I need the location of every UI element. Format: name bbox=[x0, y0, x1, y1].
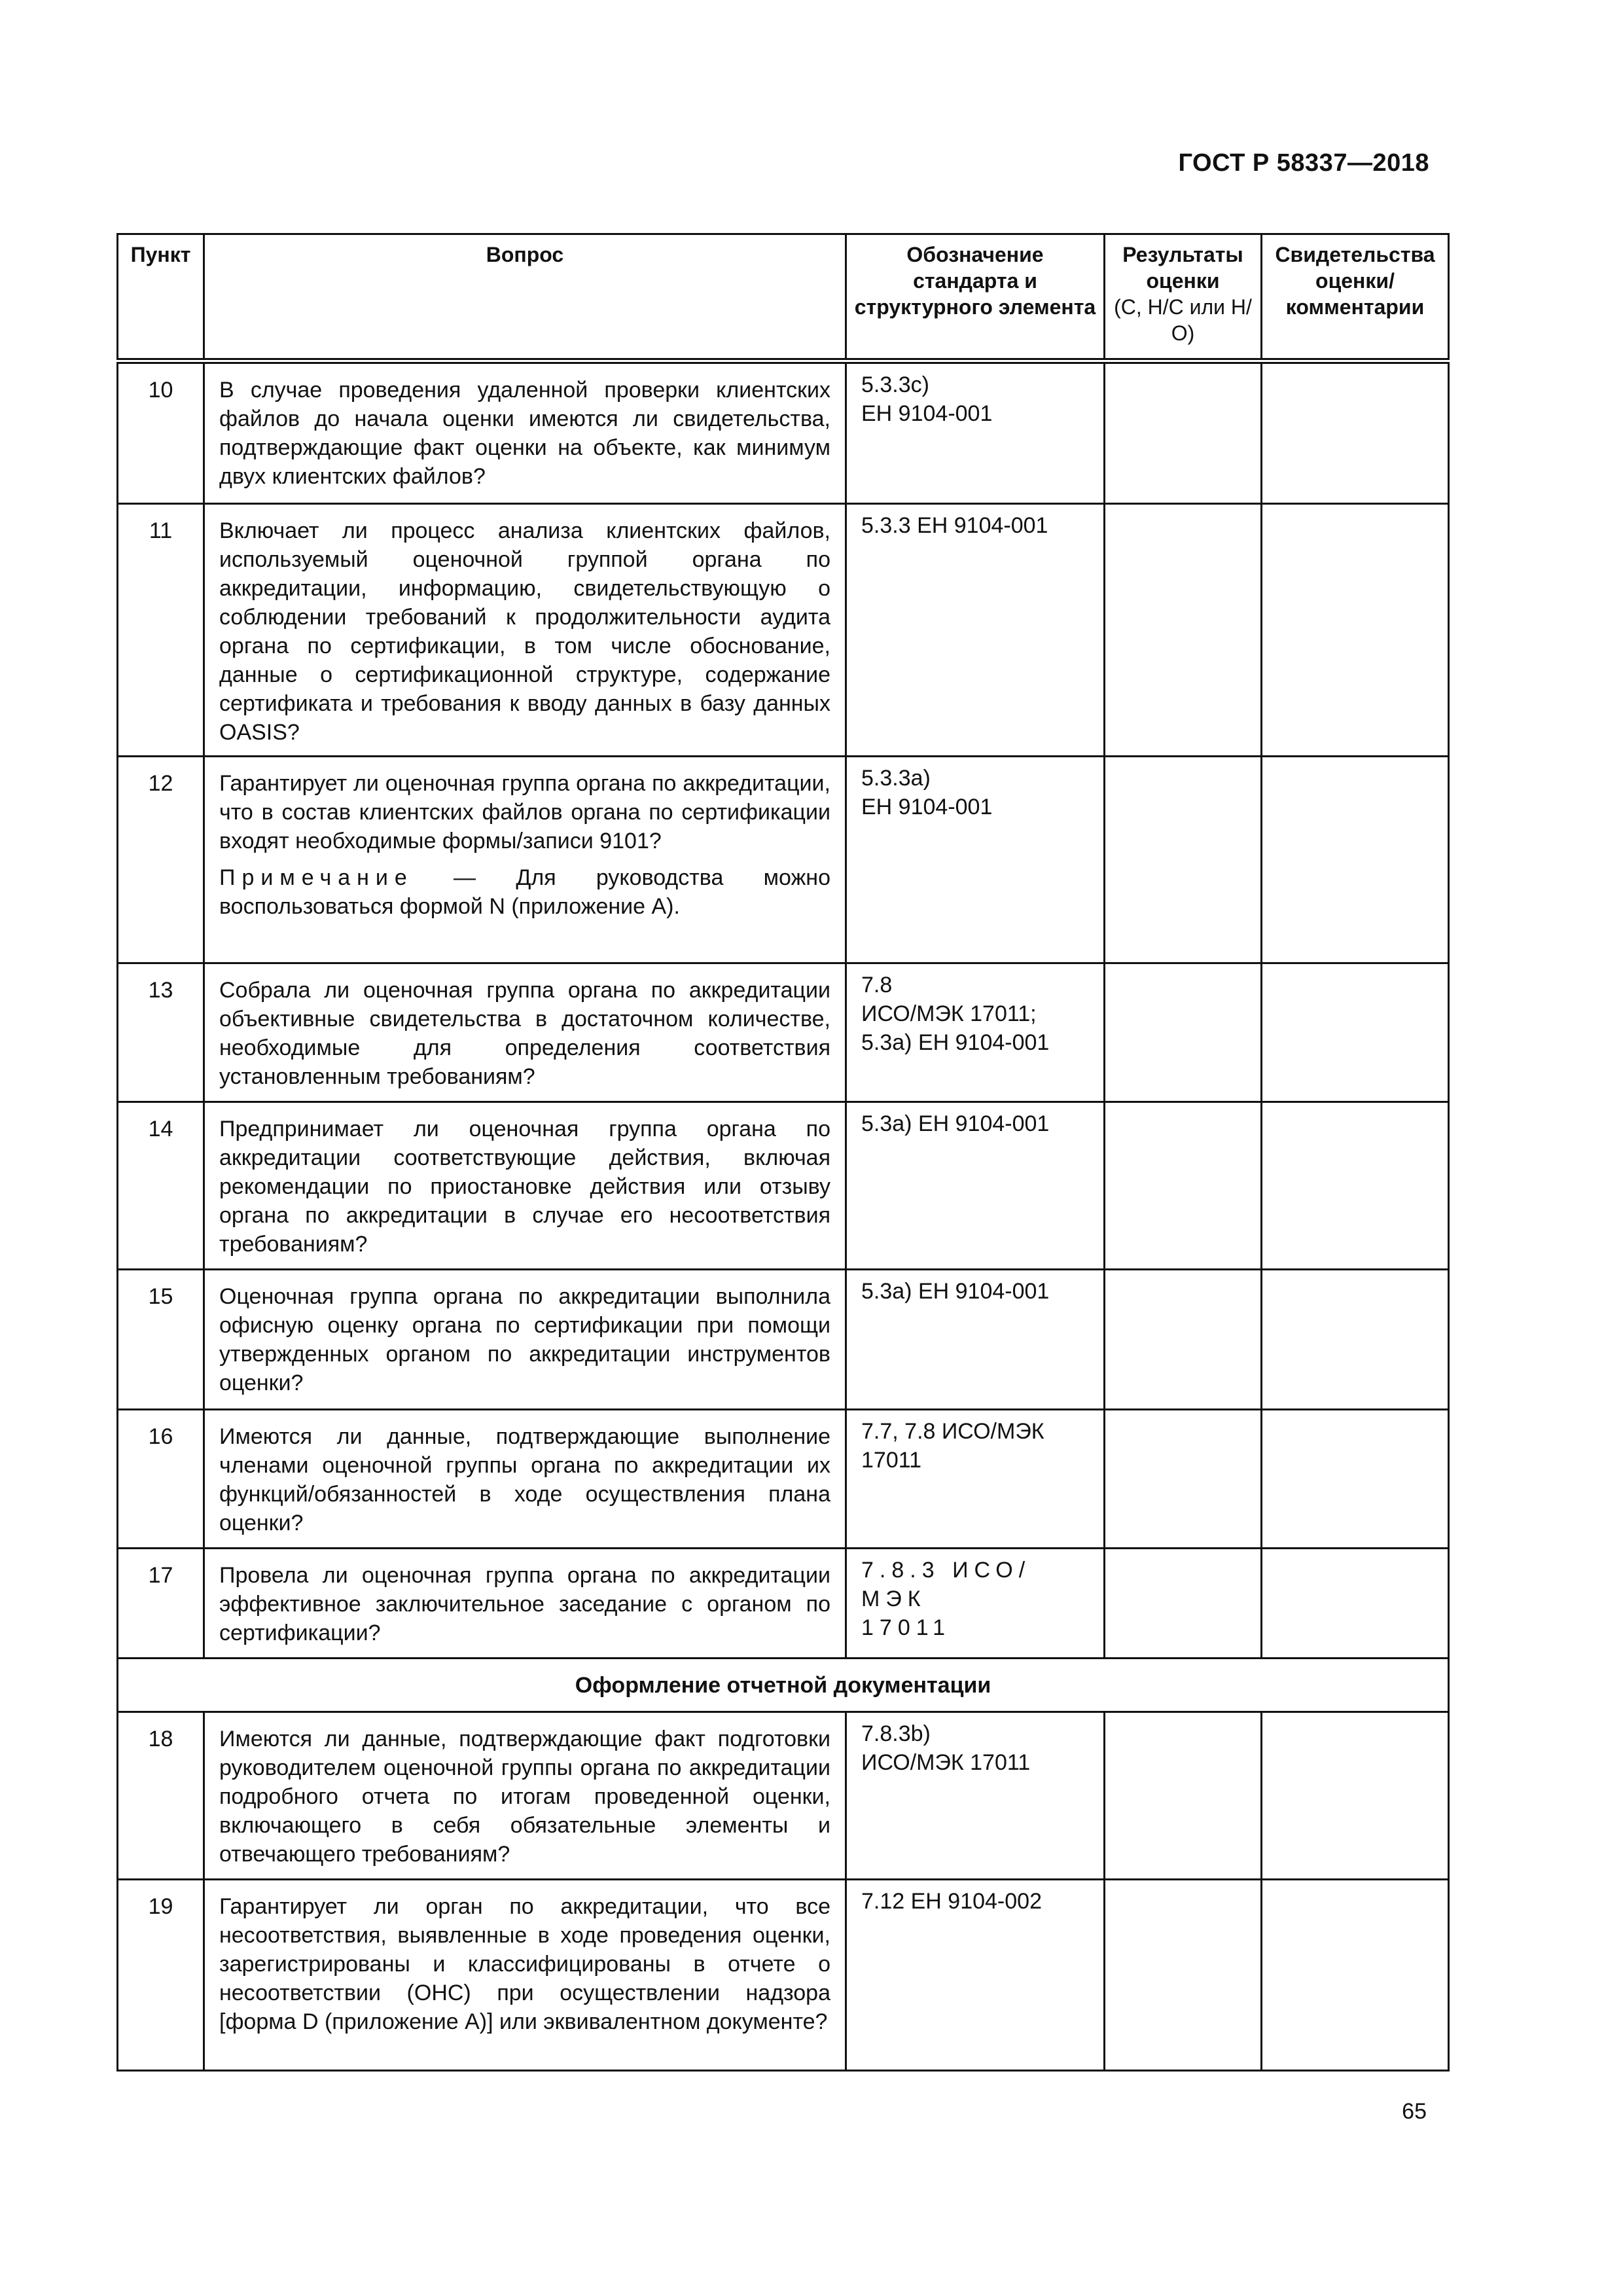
table-row bbox=[118, 1880, 1449, 2071]
result-cell[interactable] bbox=[1105, 1410, 1262, 1549]
standard-reference: 5.3а) ЕН 9104-001 bbox=[846, 1102, 1105, 1270]
section-title: Оформление отчетной документации bbox=[118, 1659, 1449, 1712]
item-number: 11 bbox=[118, 504, 204, 757]
result-cell[interactable] bbox=[1105, 1549, 1262, 1659]
question-text: Провела ли оценочная группа органа по аккредитации эффективное заключительное заседание с органом по сертификации? bbox=[204, 1549, 846, 1659]
evidence-cell[interactable] bbox=[1262, 1270, 1449, 1410]
standard-reference: 7.7, 7.8 ИСО/МЭК 17011 bbox=[846, 1410, 1105, 1549]
question-text: Собрала ли оценочная группа органа по аккредитации объективные свидетельства в достаточном количестве, необходимые для определения соответствия установленным требованиям? bbox=[204, 963, 846, 1102]
question-text: Оценочная группа органа по аккредитации выполнила офисную оценку органа по сертификации при помощи утвержденных органом по аккредитации инструментов оценки? bbox=[204, 1270, 846, 1410]
table-row bbox=[118, 504, 1449, 757]
table-row bbox=[118, 1712, 1449, 1880]
document-designation: ГОСТ Р 58337—2018 bbox=[1178, 149, 1429, 177]
question-text: Имеются ли данные, подтверждающие выполнение членами оценочной группы органа по аккредитации их функций/обязанностей в ходе осуществления плана оценки? bbox=[204, 1410, 846, 1549]
question-cell bbox=[204, 757, 846, 963]
note-text: — Для руководства можно воспользоваться формой N (приложение А). bbox=[219, 865, 830, 919]
item-number: 13 bbox=[118, 963, 204, 1102]
question-text: Гарантирует ли оценочная группа органа по аккредитации, что в состав клиентских файлов органа по сертификации входят необходимые формы/записи 9101? bbox=[219, 771, 830, 853]
standard-reference: 5.3.3с) ЕН 9104-001 bbox=[846, 361, 1105, 504]
standard-reference: 7.8.3 ИСО/МЭК 17011 bbox=[846, 1549, 1105, 1659]
item-number: 10 bbox=[118, 361, 204, 504]
result-cell[interactable] bbox=[1105, 757, 1262, 963]
evidence-cell[interactable] bbox=[1262, 1712, 1449, 1880]
column-header-evidence: Свидетельства оценки/ комментарии bbox=[1262, 234, 1449, 361]
standard-reference: 5.3.3а) ЕН 9104-001 bbox=[846, 757, 1105, 963]
item-number: 19 bbox=[118, 1880, 204, 2071]
column-header-question: Вопрос bbox=[204, 234, 846, 361]
question-text: Предпринимает ли оценочная группа органа по аккредитации соответствующие действия, включая рекомендации по приостановке действия или отзыву органа по аккредитации в случае его несоответствия требованиям? bbox=[204, 1102, 846, 1270]
result-cell[interactable] bbox=[1105, 963, 1262, 1102]
standard-reference: 7.12 ЕН 9104-002 bbox=[846, 1880, 1105, 2071]
result-cell[interactable] bbox=[1105, 1880, 1262, 2071]
question-text: Гарантирует ли орган по аккредитации, что все несоответствия, выявленные в ходе проведения оценки, зарегистрированы и классифицированы в отчете о несоответствии (ОНС) при осуществлении надзора [форма D (приложение А)] или эквивалентном документе? bbox=[204, 1880, 846, 2071]
evidence-cell[interactable] bbox=[1262, 504, 1449, 757]
result-cell[interactable] bbox=[1105, 1102, 1262, 1270]
table-row bbox=[118, 361, 1449, 504]
table-row bbox=[118, 1270, 1449, 1410]
evidence-cell[interactable] bbox=[1262, 1880, 1449, 2071]
item-number: 18 bbox=[118, 1712, 204, 1880]
column-header-results-title: Результаты оценки bbox=[1122, 243, 1243, 293]
page-number: 65 bbox=[1402, 2099, 1427, 2124]
item-number: 17 bbox=[118, 1549, 204, 1659]
table-row bbox=[118, 757, 1449, 963]
column-header-item: Пункт bbox=[118, 234, 204, 361]
evidence-cell[interactable] bbox=[1262, 963, 1449, 1102]
column-header-results-legend: (С, Н/С или Н/О) bbox=[1114, 295, 1252, 345]
evidence-cell[interactable] bbox=[1262, 1410, 1449, 1549]
table-row bbox=[118, 1549, 1449, 1659]
question-text: В случае проведения удаленной проверки клиентских файлов до начала оценки имеются ли свидетельства, подтверждающие факт оценки на объекте, как минимум двух клиентских файлов? bbox=[204, 361, 846, 504]
section-row bbox=[118, 1659, 1449, 1712]
standard-reference: 5.3.3 ЕН 9104-001 bbox=[846, 504, 1105, 757]
item-number: 16 bbox=[118, 1410, 204, 1549]
item-number: 15 bbox=[118, 1270, 204, 1410]
result-cell[interactable] bbox=[1105, 1270, 1262, 1410]
standard-reference: 7.8.3b) ИСО/МЭК 17011 bbox=[846, 1712, 1105, 1880]
result-cell[interactable] bbox=[1105, 361, 1262, 504]
standard-reference: 5.3а) ЕН 9104-001 bbox=[846, 1270, 1105, 1410]
question-note bbox=[219, 863, 830, 921]
table-row bbox=[118, 1102, 1449, 1270]
evidence-cell[interactable] bbox=[1262, 1549, 1449, 1659]
evidence-cell[interactable] bbox=[1262, 757, 1449, 963]
column-header-standard: Обозначение стандарта и структурного элемента bbox=[846, 234, 1105, 361]
result-cell[interactable] bbox=[1105, 1712, 1262, 1880]
question-text: Включает ли процесс анализа клиентских файлов, используемый оценочной группой органа по аккредитации, информацию, свидетельствующую о соблюдении требований к продолжительности аудита органа по сертификации, в том числе обоснование, данные о сертификационной структуре, содержание сертификата и требования к вводу данных в базу данных OASIS? bbox=[204, 504, 846, 757]
standard-reference: 7.8 ИСО/МЭК 17011; 5.3а) ЕН 9104-001 bbox=[846, 963, 1105, 1102]
item-number: 14 bbox=[118, 1102, 204, 1270]
evidence-cell[interactable] bbox=[1262, 361, 1449, 504]
evidence-cell[interactable] bbox=[1262, 1102, 1449, 1270]
assessment-checklist-table bbox=[116, 233, 1450, 2072]
column-header-results bbox=[1105, 234, 1262, 361]
item-number: 12 bbox=[118, 757, 204, 963]
table-row bbox=[118, 1410, 1449, 1549]
table-header-row bbox=[118, 234, 1449, 361]
question-text: Имеются ли данные, подтверждающие факт подготовки руководителем оценочной группы органа по аккредитации подробного отчета по итогам проведенной оценки, включающего в себя обязательные элементы и отвечающего требованиям? bbox=[204, 1712, 846, 1880]
result-cell[interactable] bbox=[1105, 504, 1262, 757]
table-row bbox=[118, 963, 1449, 1102]
note-label: Примечание bbox=[219, 865, 414, 890]
